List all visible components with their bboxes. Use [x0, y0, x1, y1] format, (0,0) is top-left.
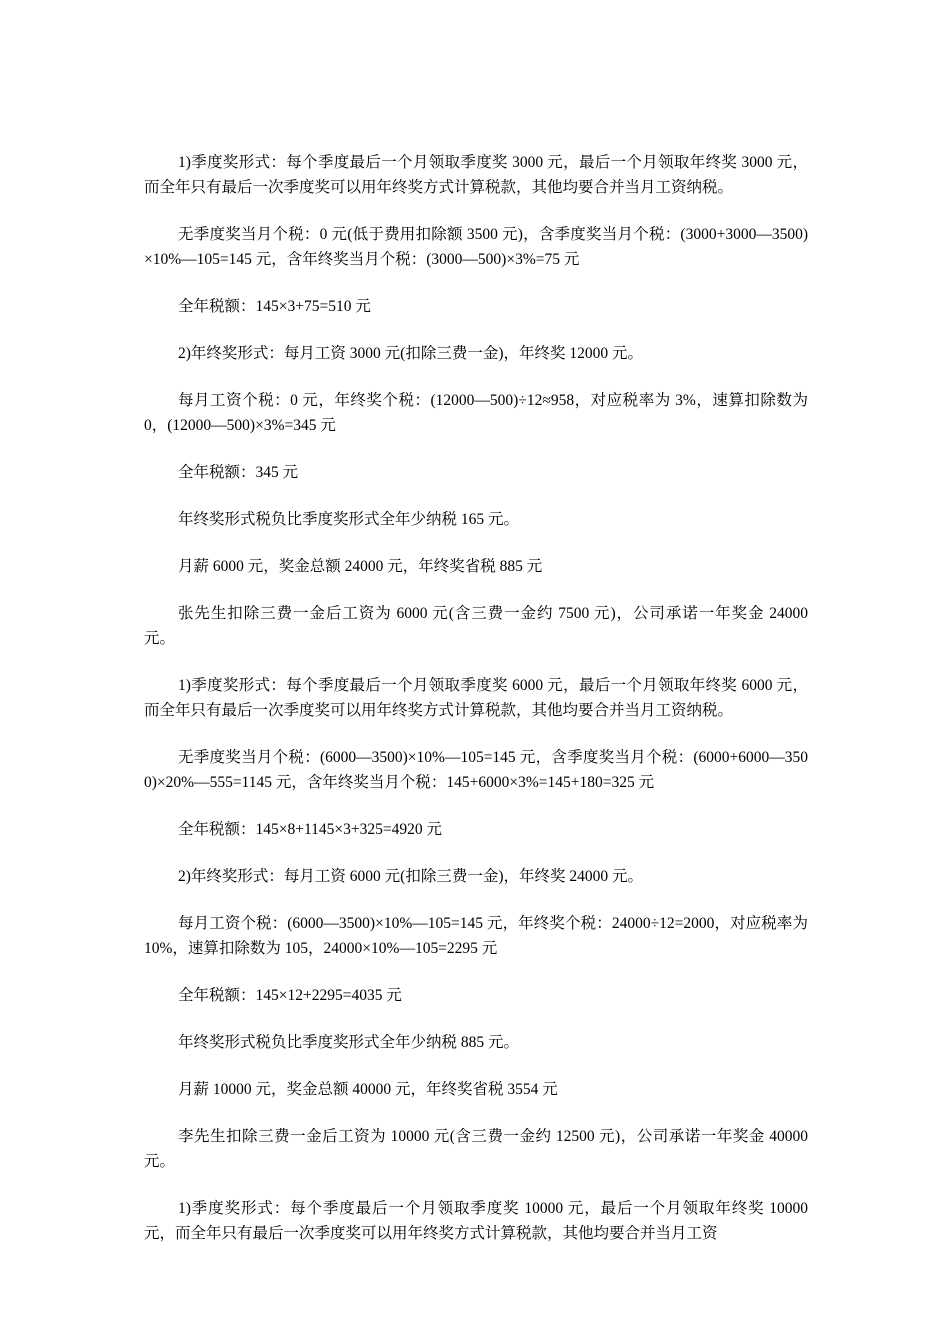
paragraph: 2)年终奖形式：每月工资 3000 元(扣除三费一金)，年终奖 12000 元。	[178, 345, 643, 362]
paragraph: 全年税额：145×8+1145×3+325=4920 元	[178, 821, 443, 838]
paragraph: 无季度奖当月个税：(6000—3500)×10%—105=145 元，含季度奖当月个税：(6000+6000—3500)×20%—555=1145 元，含年终奖当月个税：145+6000×3%=145+180=325 元	[144, 749, 808, 791]
paragraph: 月薪 6000 元，奖金总额 24000 元，年终奖省税 885 元	[178, 558, 543, 575]
paragraph: 年终奖形式税负比季度奖形式全年少纳税 165 元。	[178, 511, 520, 528]
paragraph: 年终奖形式税负比季度奖形式全年少纳税 885 元。	[178, 1034, 520, 1051]
paragraph: 月薪 10000 元，奖金总额 40000 元，年终奖省税 3554 元	[178, 1081, 558, 1098]
paragraph: 全年税额：145×3+75=510 元	[178, 298, 371, 315]
document-body	[144, 150, 808, 1268]
paragraph: 李先生扣除三费一金后工资为 10000 元(含三费一金约 12500 元)，公司承诺一年奖金 40000 元。	[144, 1128, 808, 1170]
paragraph: 1)季度奖形式：每个季度最后一个月领取季度奖 3000 元，最后一个月领取年终奖 3000 元，而全年只有最后一次季度奖可以用年终奖方式计算税款，其他均要合并当月工资纳税。	[144, 154, 808, 196]
paragraph: 张先生扣除三费一金后工资为 6000 元(含三费一金约 7500 元)，公司承诺一年奖金 24000 元。	[144, 605, 808, 647]
paragraph: 2)年终奖形式：每月工资 6000 元(扣除三费一金)，年终奖 24000 元。	[178, 868, 643, 885]
paragraph: 1)季度奖形式：每个季度最后一个月领取季度奖 6000 元，最后一个月领取年终奖 6000 元，而全年只有最后一次季度奖可以用年终奖方式计算税款，其他均要合并当月工资纳税。	[144, 677, 808, 719]
paragraph: 无季度奖当月个税：0 元(低于费用扣除额 3500 元)，含季度奖当月个税：(3000+3000—3500)×10%—105=145 元，含年终奖当月个税：(3000—500)×3%=75 元	[144, 226, 808, 268]
paragraph: 每月工资个税：(6000—3500)×10%—105=145 元，年终奖个税：24000÷12=2000，对应税率为 10%，速算扣除数为 105，24000×10%—105=2295 元	[144, 915, 808, 957]
paragraph: 每月工资个税：0 元，年终奖个税：(12000—500)÷12≈958，对应税率为 3%，速算扣除数为 0，(12000—500)×3%=345 元	[144, 392, 808, 434]
paragraph: 全年税额：145×12+2295=4035 元	[178, 987, 402, 1004]
paragraph: 1)季度奖形式：每个季度最后一个月领取季度奖 10000 元，最后一个月领取年终奖 10000 元，而全年只有最后一次季度奖可以用年终奖方式计算税款，其他均要合并当月工资	[144, 1200, 808, 1242]
paragraph: 全年税额：345 元	[178, 464, 299, 481]
